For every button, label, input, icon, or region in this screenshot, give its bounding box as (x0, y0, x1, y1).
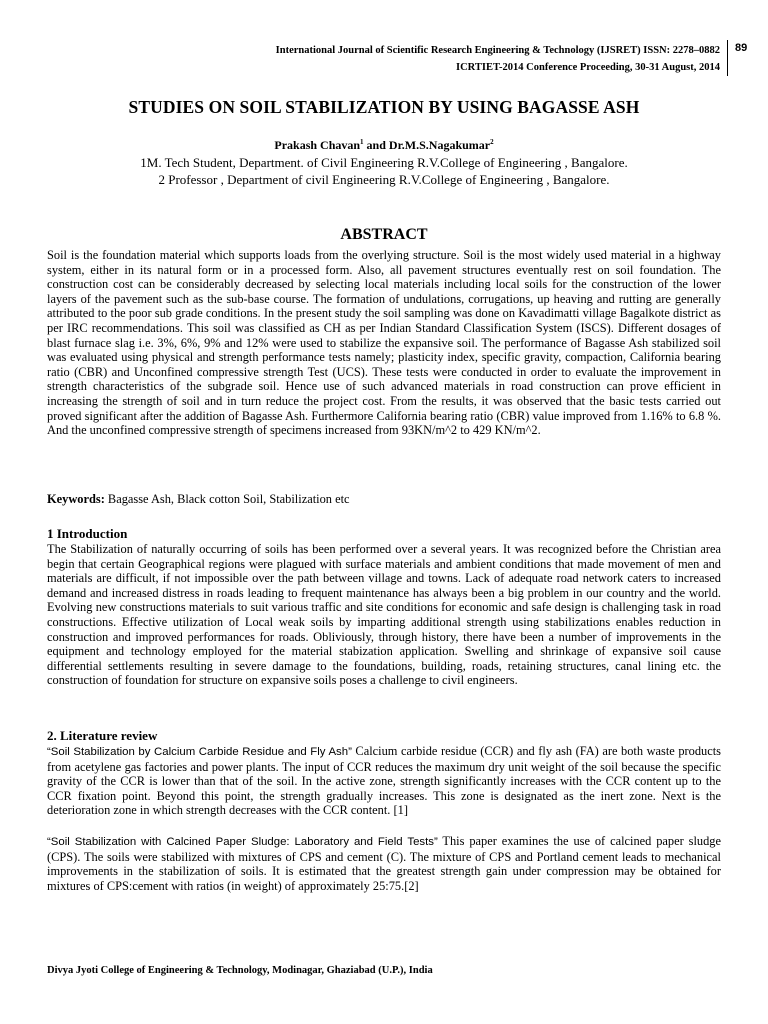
ref-2-title: “Soil Stabilization with Calcined Paper Sludge: Laboratory and Field Tests” (47, 835, 438, 848)
introduction-body: The Stabilization of naturally occurring of soils has been performed over a several years. It was recognized before the Christian area begin that certain Geographical regions were plagued with surface materials and ambient conditions that made movement of men and materials are difficult, if not impossible over the path between village and towns. Lack of adequate road network caters to increased demand and increased distress in roads leading to frequent maintenance has always been a big problem in our country and the world. Evolving new constructions materials to suit various traffic and site conditions for economic and safe design is challenging task in road constructions. Effective utilization of Local weak soils by imparting additional strength using stabilizations enables reduction in construction and improved performances for roads. Obliviously, through history, there have been a number of improvements in the equipment and technology employed for the material stabization application. Swelling and shrinkage of expansive soil cause differential settlements resulting in severe damage to the foundations, building, roads, retaining structures, canal lining etc. the construction of foundation for structure on expansive soils poses a challenge to civil engineers. (47, 542, 721, 688)
author-1-affil-marker: 1 (360, 138, 364, 146)
ref-1-title: “Soil Stabilization by Calcium Carbide Residue and Fly Ash” (47, 746, 352, 758)
author-line (0, 138, 768, 153)
literature-ref-2 (47, 833, 725, 893)
abstract-body: Soil is the foundation material which supports loads from the overlying structure. Soil is the most widely used material in a highway system, either in its natural form or in a processed form. Also, all pavement structures eventually rest on soil foundation. The construction cost can be considerably decreased by selecting local materials including local soils for the construction of the lower layers of the pavement such as the sub-base course. The formation of undulations, corrugations, up heaving and rutting are generally attributed to the poor sub grade conditions. In the present study the soil sampling was done on Kavadimatti village Bagalkote district as per IRC recommendations. This soil was classified as CH as per Indian Standard Classification System (ISCS). Different dosages of blast furnace slag i.e. 3%, 6%, 9% and 12% were used to stabilize the expansive soil. The performance of Bagasse Ash stabilized soil was evaluated using physical and strength performance tests namely; plasticity index, specific gravity, compaction, California bearing ratio (CBR) and Unconfined compressive strength Test (UCS). These tests were conducted in order to evaluate the improvement in strength characteristics of the subgrade soil. Hence use of such advanced materials in road construction can prove efficient in increasing the strength of soil and in turn reduce the project cost. From the results, it was observed that the basic tests carried out proved significant after the addition of Bagasse Ash. Furthermore California bearing ratio (CBR) value improved from 1.16% to 6.8 %. And the unconfined compressive strength of specimens increased from 93KN/m^2 to 429 KN/m^2. (47, 248, 721, 438)
introduction-heading: 1 Introduction (47, 526, 128, 541)
running-header (276, 42, 720, 76)
author-2: Dr.M.S.Nagakumar (388, 138, 491, 152)
page-footer: Divya Jyoti College of Engineering & Technology, Modinagar, Ghaziabad (U.P.), India (47, 965, 433, 976)
affiliation-2: 2 Professor , Department of civil Engineering R.V.College of Engineering , Bangalore. (158, 172, 610, 187)
introduction-section (47, 526, 721, 688)
keywords-text: Bagasse Ash, Black cotton Soil, Stabilization etc (104, 492, 350, 506)
paper-title: STUDIES ON SOIL STABILIZATION BY USING BAGASSE ASH (128, 97, 640, 117)
conference-line: ICRTIET-2014 Conference Proceeding, 30-31 August, 2014 (456, 62, 720, 73)
literature-heading: 2. Literature review (47, 728, 158, 743)
paragraph-spacer (47, 818, 721, 834)
affiliation-1: 1M. Tech Student, Department. of Civil Engineering R.V.College of Engineering , Bangalore. (140, 155, 628, 170)
keywords-line (47, 492, 721, 507)
literature-ref-1 (47, 744, 725, 818)
ref-2-text: This paper examines the use of calcined paper sludge (CPS). The soils were stabilized with mixtures of CPS and cement (C). The mixture of CPS and Portland cement leads to mechanical improvements in the stabilization of soils. It is estimated that the greatest strength gain under compression may be obtained for mixtures of CPS:cement with ratios (in weight) of approximately 25:75.[2] (47, 833, 725, 893)
ref-1-text: Calcium carbide residue (CCR) and fly ash (FA) are both waste products from acetylene gas factories and power plants. The input of CCR reduces the maximum dry unit weight of the soil because the specific gravity of the CCR is lower than that of the soil. In the active zone, strength significantly increases with the CCR content up to the CCR fixation point. Beyond this point, the strength gradually increases. This zone is designated as the inert zone. Next is the deterioration zone in which strength decreases with the CCR content. [1] (47, 744, 725, 818)
author-1: Prakash Chavan (274, 138, 361, 152)
author-joiner: and (363, 138, 389, 152)
header-divider (727, 40, 728, 76)
page-number: 89 (735, 42, 748, 54)
journal-line: International Journal of Scientific Research Engineering & Technology (IJSRET) ISSN: 2278–0882 (275, 45, 720, 56)
author-2-affil-marker: 2 (490, 138, 494, 146)
literature-section (47, 728, 725, 893)
abstract-heading: ABSTRACT (340, 226, 428, 243)
keywords-label: Keywords: (47, 492, 105, 506)
